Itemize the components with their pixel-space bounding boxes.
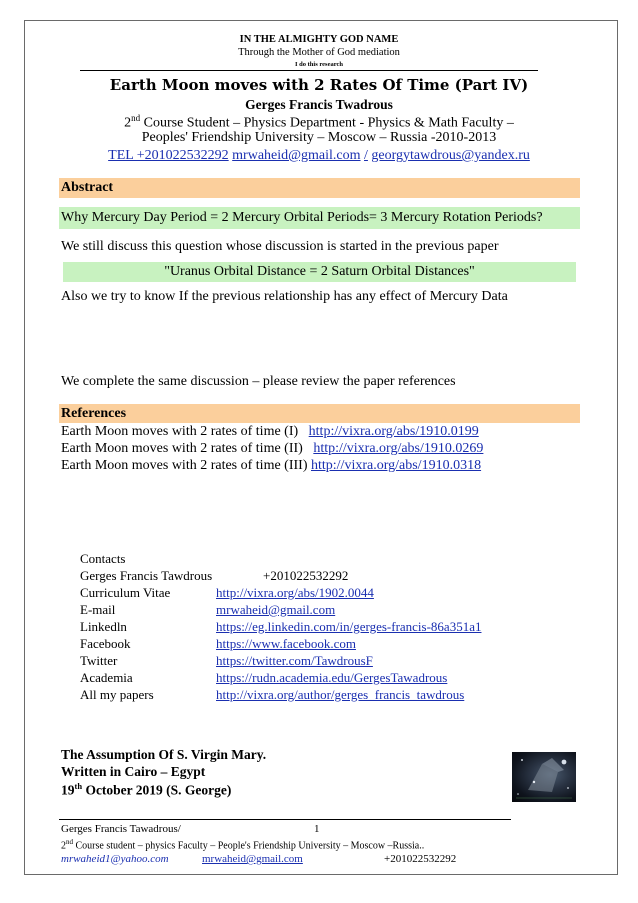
reference-title: Earth Moon moves with 2 rates of time (II) [61,441,303,456]
abstract-paragraph-1: We still discuss this question whose discussion is started in the previous paper [61,239,499,254]
contact-label: Twitter [80,653,118,668]
contact-label: Facebook [80,636,131,651]
footer-author: Gerges Francis Tawadrous/ [61,823,181,835]
closing-line-1: The Assumption Of S. Virgin Mary. [61,747,267,762]
contact-label: E-mail [80,602,116,617]
abstract-quote: "Uranus Orbital Distance = 2 Saturn Orbital Distances" [164,264,475,279]
abstract-paragraph-2: Also we try to know If the previous relationship has any effect of Mercury Data [61,289,508,304]
space-image [512,752,576,802]
contact-label: Curriculum Vitae [80,585,171,600]
contacts-heading: Contacts [80,551,126,566]
contact-link-linkedin[interactable]: https://eg.linkedin.com/in/gerges-francis-86a351a1 [216,619,482,634]
contact-link-papers[interactable]: http://vixra.org/author/gerges_francis_tawdrous [216,687,465,702]
contact-label: All my papers [80,687,154,702]
affiliation-line-1: 2nd Course Student – Physics Department - Physics & Math Faculty – [124,113,514,131]
contact-line [0,148,638,164]
abstract-heading-band [59,178,580,198]
footer-affiliation: 2nd Course student – physics Faculty – People's Friendship University – Moscow –Russia.. [61,838,425,852]
header-line-1: IN THE ALMIGHTY GOD NAME [239,34,399,45]
references-heading-band [59,404,580,423]
references-heading: References [61,406,127,421]
header-rule [80,70,538,71]
reference-link[interactable]: http://vixra.org/abs/1910.0318 [311,458,482,473]
header-line-3: I do this research [295,61,343,68]
paper-author: Gerges Francis Twadrous [245,97,393,112]
contact-link-twitter[interactable]: https://twitter.com/TawdrousF [216,653,373,668]
reference-title: Earth Moon moves with 2 rates of time (III) [61,458,308,473]
reference-item [61,458,481,474]
abstract-paragraph-3: We complete the same discussion – please review the paper references [61,374,456,389]
email-link-2[interactable]: georgytawdrous@yandex.ru [371,148,530,163]
contact-link-cv[interactable]: http://vixra.org/abs/1902.0044 [216,585,374,600]
contact-link-facebook[interactable]: https://www.facebook.com [216,636,356,651]
closing-line-3: 19th October 2019 (S. George) [61,781,232,798]
footer-email-2[interactable]: mrwaheid@gmail.com [202,853,303,865]
footer-page-number: 1 [314,823,320,835]
tel-text: TEL +201022532292 [108,148,229,163]
contact-label: Linkedln [80,619,127,634]
email-separator: / [364,148,368,163]
contacts-name: Gerges Francis Tawdrous [80,568,213,583]
affiliation-line-2: Peoples' Friendship University – Moscow – Russia -2010-2013 [141,130,497,145]
contact-label: Academia [80,670,133,685]
abstract-heading: Abstract [61,180,114,195]
reference-item [61,424,479,440]
closing-line-2: Written in Cairo – Egypt [61,764,206,779]
reference-link[interactable]: http://vixra.org/abs/1910.0199 [308,424,479,439]
reference-item [61,441,483,457]
footer-rule [59,819,511,820]
footer-email-1[interactable]: mrwaheid1@yahoo.com [61,853,169,865]
reference-title: Earth Moon moves with 2 rates of time (I) [61,424,299,439]
paper-title: Earth Moon moves with 2 Rates Of Time (Part IV) [109,76,529,94]
contact-link-email[interactable]: mrwaheid@gmail.com [216,602,336,617]
abstract-question: Why Mercury Day Period = 2 Mercury Orbital Periods= 3 Mercury Rotation Periods? [61,210,543,225]
contacts-phone: +201022532292 [263,568,349,583]
header-line-2: Through the Mother of God mediation [238,47,400,58]
email-link-1[interactable]: mrwaheid@gmail.com [232,148,361,163]
contact-link-academia[interactable]: https://rudn.academia.edu/GergesTawadrous [216,670,448,685]
footer-phone: +201022532292 [384,853,457,865]
reference-link[interactable]: http://vixra.org/abs/1910.0269 [313,441,484,456]
